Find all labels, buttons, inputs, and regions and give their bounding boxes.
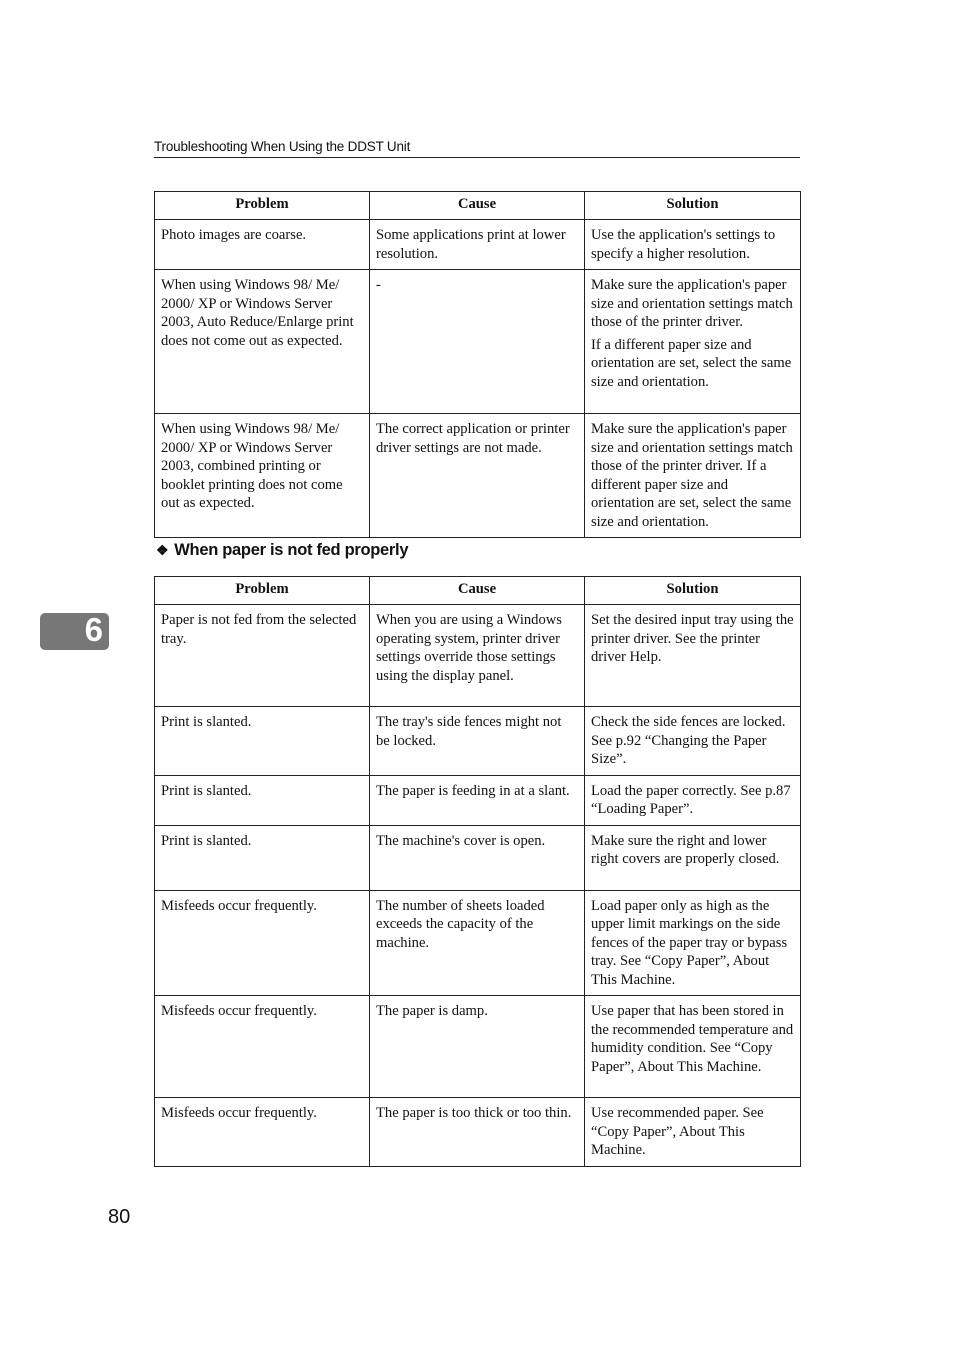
cause-cell: - bbox=[370, 270, 585, 414]
solution-text: Check the side fences are locked. See p.92 “Changing the Paper Size”. bbox=[591, 714, 786, 767]
column-header-cause: Cause bbox=[370, 192, 585, 220]
solution-text: Set the desired input tray using the printer driver. See the printer driver Help. bbox=[591, 612, 794, 665]
cause-cell: Some applications print at lower resolution. bbox=[370, 220, 585, 270]
solution-cell bbox=[585, 270, 801, 414]
column-header-problem: Problem bbox=[155, 577, 370, 605]
table-header-row bbox=[155, 577, 801, 605]
solution-cell bbox=[585, 707, 801, 776]
cause-cell: The paper is too thick or too thin. bbox=[370, 1098, 585, 1167]
page-number: 80 bbox=[108, 1206, 131, 1228]
column-header-solution: Solution bbox=[585, 577, 801, 605]
problem-cell: Paper is not fed from the selected tray. bbox=[155, 605, 370, 707]
section-title: When paper is not fed properly bbox=[174, 541, 409, 559]
solution-text: Use recommended paper. See “Copy Paper”, About This Machine. bbox=[591, 1105, 764, 1158]
solution-text: Make sure the right and lower right covers are properly closed. bbox=[591, 832, 780, 867]
solution-cell bbox=[585, 775, 801, 825]
solution-text: Load paper only as high as the upper limit markings on the side fences of the paper tray or bypass tray. See “Copy Paper”, About This Machine. bbox=[591, 897, 788, 988]
problem-cell: Photo images are coarse. bbox=[155, 220, 370, 270]
cause-cell: The paper is damp. bbox=[370, 996, 585, 1098]
solution-text: Use paper that has been stored in the recommended temperature and humidity condition. See “Copy Paper”, About This Machine. bbox=[591, 1003, 794, 1075]
problem-cell: Print is slanted. bbox=[155, 825, 370, 890]
problem-cell: When using Windows 98/ Me/ 2000/ XP or Windows Server 2003, Auto Reduce/Enlarge print does not come out as expected. bbox=[155, 270, 370, 414]
table-row bbox=[155, 890, 801, 996]
solution-text: Use the application's settings to specify a higher resolution. bbox=[591, 227, 776, 262]
troubleshooting-table-print-quality bbox=[154, 191, 801, 538]
problem-cell: Print is slanted. bbox=[155, 707, 370, 776]
chapter-number: 6 bbox=[84, 611, 103, 648]
cause-cell: The tray's side fences might not be locked. bbox=[370, 707, 585, 776]
table-row bbox=[155, 414, 801, 538]
solution-cell bbox=[585, 1098, 801, 1167]
table-row bbox=[155, 775, 801, 825]
table-row bbox=[155, 825, 801, 890]
solution-cell bbox=[585, 890, 801, 996]
solution-text: Make sure the application's paper size and orientation settings match those of the printer driver. If a different paper size and orientation are set, select the same size and orientation. bbox=[591, 421, 793, 530]
chapter-tab bbox=[40, 613, 109, 650]
solution-cell bbox=[585, 414, 801, 538]
solution-text: Load the paper correctly. See p.87 “Loading Paper”. bbox=[591, 782, 791, 817]
table-header-row bbox=[155, 192, 801, 220]
cause-cell: The paper is feeding in at a slant. bbox=[370, 775, 585, 825]
cause-cell: The number of sheets loaded exceeds the capacity of the machine. bbox=[370, 890, 585, 996]
running-header: Troubleshooting When Using the DDST Unit bbox=[154, 139, 800, 158]
column-header-cause: Cause bbox=[370, 577, 585, 605]
column-header-problem: Problem bbox=[155, 192, 370, 220]
column-header-solution: Solution bbox=[585, 192, 801, 220]
problem-cell: Misfeeds occur frequently. bbox=[155, 890, 370, 996]
diamond-bullet-icon: ❖ bbox=[156, 542, 169, 558]
table-row bbox=[155, 605, 801, 707]
table-row bbox=[155, 270, 801, 414]
solution-cell bbox=[585, 220, 801, 270]
cause-cell: When you are using a Windows operating system, printer driver settings override those settings using the display panel. bbox=[370, 605, 585, 707]
cause-cell: The correct application or printer driver settings are not made. bbox=[370, 414, 585, 538]
problem-cell: Misfeeds occur frequently. bbox=[155, 1098, 370, 1167]
section-heading bbox=[156, 541, 408, 560]
solution-text: If a different paper size and orientation are set, select the same size and orientation. bbox=[591, 336, 792, 390]
table-row bbox=[155, 707, 801, 776]
problem-cell: Print is slanted. bbox=[155, 775, 370, 825]
solution-cell bbox=[585, 605, 801, 707]
cause-cell: The machine's cover is open. bbox=[370, 825, 585, 890]
table-row bbox=[155, 220, 801, 270]
table-row bbox=[155, 996, 801, 1098]
problem-cell: Misfeeds occur frequently. bbox=[155, 996, 370, 1098]
solution-cell bbox=[585, 996, 801, 1098]
solution-cell bbox=[585, 825, 801, 890]
troubleshooting-table-paper-feed bbox=[154, 576, 801, 1167]
solution-text: Make sure the application's paper size and orientation settings match those of the printer driver. bbox=[591, 277, 793, 330]
problem-cell: When using Windows 98/ Me/ 2000/ XP or Windows Server 2003, combined printing or booklet printing does not come out as expected. bbox=[155, 414, 370, 538]
table-row bbox=[155, 1098, 801, 1167]
